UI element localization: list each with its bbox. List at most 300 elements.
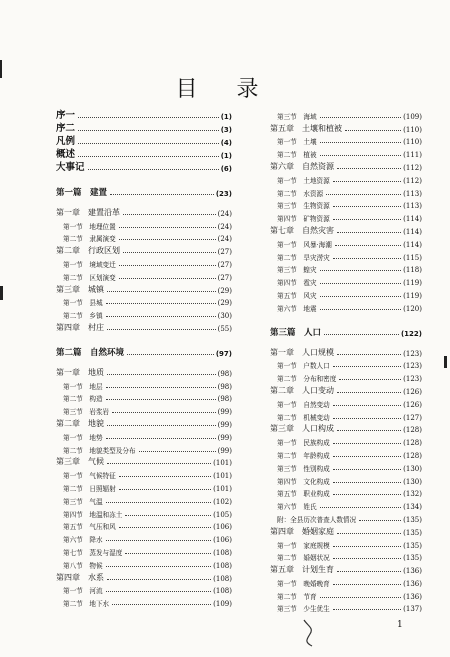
toc-section-entry xyxy=(270,262,422,275)
leader-dots xyxy=(125,553,211,554)
toc-left-column xyxy=(56,108,232,608)
leader-dots xyxy=(320,296,402,297)
toc-section-entry xyxy=(270,134,422,147)
leader-dots xyxy=(125,515,211,516)
leader-dots xyxy=(320,142,402,143)
toc-page-number: (106) xyxy=(213,536,232,545)
toc-section-entry xyxy=(56,429,232,442)
toc-page-number: (130) xyxy=(403,477,422,486)
toc-page-number: (4) xyxy=(220,139,232,147)
toc-section-entry xyxy=(56,256,232,269)
toc-chapter-entry xyxy=(270,562,422,575)
leader-dots xyxy=(333,181,401,182)
toc-page-number: (135) xyxy=(403,528,422,537)
toc-entry-title: 第三节 性别构成 xyxy=(277,464,330,473)
leader-dots xyxy=(333,456,401,457)
toc-page-number: (98) xyxy=(217,382,232,391)
toc-page-number: (6) xyxy=(220,165,232,173)
toc-page-number: (108) xyxy=(213,548,232,557)
toc-page-number: (112) xyxy=(403,176,422,185)
toc-entry-title: 第一节 地层 xyxy=(63,382,103,391)
leader-dots xyxy=(326,194,401,195)
toc-section-entry xyxy=(270,198,422,211)
pen-mark xyxy=(300,618,324,648)
leader-dots xyxy=(107,329,216,330)
leader-dots xyxy=(119,278,216,279)
scan-edge-mark xyxy=(0,286,3,300)
toc-entry-title: 凡例 xyxy=(56,136,76,147)
leader-dots xyxy=(106,540,212,541)
toc-section-entry xyxy=(56,557,232,570)
toc-page-number: (101) xyxy=(213,484,232,493)
toc-chapter-entry xyxy=(270,121,422,134)
toc-chapter-entry xyxy=(56,282,232,295)
toc-page-number: (114) xyxy=(403,227,422,236)
toc-section-entry xyxy=(270,370,422,383)
toc-page-number: (23) xyxy=(215,190,232,198)
leader-dots xyxy=(139,451,216,452)
leader-dots xyxy=(320,270,402,271)
leader-dots xyxy=(123,252,216,253)
toc-part-entry xyxy=(56,340,232,358)
leader-dots xyxy=(333,609,401,610)
toc-entry-title: 第七章 自然灾害 xyxy=(270,225,334,235)
toc-page-number: (127) xyxy=(403,413,422,422)
leader-dots xyxy=(112,604,211,605)
toc-gap xyxy=(270,313,422,320)
toc-section-entry xyxy=(270,287,422,300)
toc-chapter-entry xyxy=(270,159,422,172)
leader-dots xyxy=(119,489,211,490)
leader-dots xyxy=(333,558,401,559)
toc-page-number: (128) xyxy=(403,439,422,448)
toc-entry-title: 第一章 人口规模 xyxy=(270,347,334,357)
leader-dots xyxy=(333,405,401,406)
toc-entry-title: 第一节 河流 xyxy=(63,587,103,596)
toc-part-entry xyxy=(270,320,422,338)
toc-page-number: (123) xyxy=(403,349,422,358)
leader-dots xyxy=(337,533,401,534)
leader-dots xyxy=(107,463,211,464)
toc-entry-title: 第五节 风灾 xyxy=(277,291,317,300)
toc-page-number: (99) xyxy=(217,433,232,442)
toc-page-number: (110) xyxy=(403,138,422,147)
leader-dots xyxy=(337,168,401,169)
toc-entry-title: 第六章 自然资源 xyxy=(270,161,334,171)
toc-page-number: (27) xyxy=(217,248,232,257)
toc-section-entry xyxy=(56,218,232,231)
toc-entry-title: 第三节 海域 xyxy=(277,112,317,121)
toc-section-entry xyxy=(270,249,422,262)
leader-dots xyxy=(78,156,219,157)
toc-page-number: (130) xyxy=(403,464,422,473)
toc-chapter-entry xyxy=(270,223,422,236)
toc-page-number: (99) xyxy=(217,420,232,429)
leader-dots xyxy=(107,291,216,292)
leader-dots xyxy=(320,309,402,310)
leader-dots xyxy=(333,258,401,259)
toc-page-number: (29) xyxy=(217,286,232,295)
toc-page-number: (98) xyxy=(217,395,232,404)
leader-dots xyxy=(88,169,219,170)
leader-dots xyxy=(106,438,216,439)
toc-page-number: (55) xyxy=(217,324,232,333)
toc-entry-title: 第六节 姓氏 xyxy=(277,503,317,512)
toc-page-number: (126) xyxy=(403,400,422,409)
leader-dots xyxy=(127,354,214,355)
toc-page-number: (119) xyxy=(403,291,422,300)
toc-section-entry xyxy=(56,307,232,320)
toc-page-number: (27) xyxy=(217,273,232,282)
leader-dots xyxy=(106,303,216,304)
toc-entry-title: 第一节 晚婚晚育 xyxy=(277,579,330,588)
toc-entry-title: 第二篇 自然环境 xyxy=(56,347,125,358)
toc-section-entry xyxy=(56,595,232,608)
leader-dots xyxy=(119,527,211,528)
toc-entry-title: 第二节 植被 xyxy=(277,151,317,160)
toc-page-number: (29) xyxy=(217,299,232,308)
toc-entry-title: 第二节 分布和密度 xyxy=(277,375,337,384)
leader-dots xyxy=(112,412,215,413)
toc-page-number: (1) xyxy=(220,152,232,160)
toc-page-number: (134) xyxy=(403,503,422,512)
leader-dots xyxy=(106,502,212,503)
toc-entry-title: 第三节 岩浆岩 xyxy=(63,408,110,417)
toc-chapter-entry xyxy=(56,243,232,256)
toc-page-number: (113) xyxy=(403,189,422,198)
leader-dots xyxy=(106,566,212,567)
leader-dots xyxy=(106,399,216,400)
toc-section-entry xyxy=(270,588,422,601)
toc-section-entry xyxy=(270,601,422,614)
toc-entry-title: 第一章 地质 xyxy=(56,367,104,377)
toc-section-entry xyxy=(270,537,422,550)
leader-dots xyxy=(119,476,211,477)
toc-gap xyxy=(56,333,232,340)
leader-dots xyxy=(123,214,216,215)
page-number: 1 xyxy=(397,620,403,630)
toc-page-number: (135) xyxy=(403,554,422,563)
toc-entry-title: 第四章 村庄 xyxy=(56,322,104,332)
leader-dots xyxy=(333,206,401,207)
toc-section-entry xyxy=(270,274,422,287)
toc-entry-title: 第三章 城镇 xyxy=(56,284,104,294)
toc-page-number: (101) xyxy=(213,472,232,481)
toc-entry-title: 第一节 地势 xyxy=(63,433,103,442)
leader-dots xyxy=(324,334,399,335)
toc-page-number: (99) xyxy=(217,446,232,455)
toc-chapter-entry xyxy=(270,383,422,396)
toc-page-number: (105) xyxy=(213,510,232,519)
toc-front-entry xyxy=(56,108,232,121)
toc-entry-title: 第四节 地温和冻土 xyxy=(63,510,123,519)
toc-entry-title: 第三节 气温 xyxy=(63,497,103,506)
toc-page-number: (108) xyxy=(213,574,232,583)
leader-dots xyxy=(320,507,402,508)
toc-entry-title: 第一节 风暴·海潮 xyxy=(277,240,332,249)
leader-dots xyxy=(107,579,211,580)
leader-dots xyxy=(337,571,401,572)
toc-section-entry xyxy=(270,575,422,588)
toc-entry-title: 第一节 地理位置 xyxy=(63,222,116,231)
leader-dots xyxy=(78,130,219,131)
toc-page-number: (115) xyxy=(403,253,422,262)
toc-entry-title: 第二章 人口变动 xyxy=(270,385,334,395)
leader-dots xyxy=(335,245,401,246)
toc-entry-title: 第一节 民族构成 xyxy=(277,439,330,448)
toc-entry-title: 第一节 境域变迁 xyxy=(63,260,116,269)
toc-page-number: (109) xyxy=(403,112,422,121)
leader-dots xyxy=(333,494,401,495)
toc-section-entry xyxy=(270,358,422,371)
toc-entry-title: 第一篇 建置 xyxy=(56,188,108,198)
toc-front-entry xyxy=(56,147,232,160)
toc-chapter-entry xyxy=(56,570,232,583)
toc-page-number: (128) xyxy=(403,451,422,460)
leader-dots xyxy=(119,239,216,240)
toc-section-entry xyxy=(56,442,232,455)
toc-page-number: (109) xyxy=(213,600,232,609)
toc-entry-title: 第二章 地貌 xyxy=(56,418,104,428)
toc-page-number: (97) xyxy=(215,349,232,358)
leader-dots xyxy=(337,392,401,393)
toc-page-number: (99) xyxy=(217,408,232,417)
toc-section-entry xyxy=(56,295,232,308)
toc-page-number: (24) xyxy=(217,209,232,218)
leader-dots xyxy=(337,430,401,431)
toc-section-entry xyxy=(56,467,232,480)
leader-dots xyxy=(339,379,401,380)
toc-entry-title: 第三节 少生优生 xyxy=(277,605,330,614)
toc-page-number: (136) xyxy=(403,579,422,588)
toc-section-entry xyxy=(270,550,422,563)
leader-dots xyxy=(78,117,219,118)
toc-page-number: (118) xyxy=(403,266,422,275)
leader-dots xyxy=(333,482,401,483)
toc-entry-title: 第二节 婚姻状况 xyxy=(277,554,330,563)
toc-page-number: (114) xyxy=(403,240,422,249)
toc-chapter-entry xyxy=(56,365,232,378)
toc-section-entry xyxy=(56,269,232,282)
toc-entry-title: 第五章 计划生育 xyxy=(270,565,334,575)
leader-dots xyxy=(320,597,402,598)
toc-section-entry xyxy=(56,583,232,596)
toc-section-entry xyxy=(270,460,422,473)
toc-page-number: (1) xyxy=(220,113,232,121)
toc-entry-title: 第二节 旱灾涝灾 xyxy=(277,253,330,262)
toc-page-number: (126) xyxy=(403,387,422,396)
toc-section-entry xyxy=(56,403,232,416)
toc-chapter-entry xyxy=(56,320,232,333)
toc-page-number: (136) xyxy=(403,592,422,601)
toc-section-entry xyxy=(56,391,232,404)
leader-dots xyxy=(320,155,402,156)
toc-entry-title: 第一章 建置沿革 xyxy=(56,207,120,217)
toc-page-number: (123) xyxy=(403,375,422,384)
toc-chapter-entry xyxy=(270,345,422,358)
toc-entry-title: 第四章 婚姻家庭 xyxy=(270,526,334,536)
toc-page-number: (132) xyxy=(403,490,422,499)
toc-entry-title: 第四章 水系 xyxy=(56,572,104,582)
toc-entry-title: 第二节 地貌类型及分布 xyxy=(63,446,136,455)
toc-chapter-entry xyxy=(56,455,232,468)
toc-entry-title: 第一节 土地资源 xyxy=(277,176,330,185)
leader-dots xyxy=(78,143,219,144)
toc-gap xyxy=(56,173,232,180)
toc-section-entry xyxy=(270,434,422,447)
leader-dots xyxy=(345,130,401,131)
toc-section-entry xyxy=(270,210,422,223)
toc-section-entry xyxy=(56,493,232,506)
leader-dots xyxy=(333,219,401,220)
toc-entry-title: 第一节 县城 xyxy=(63,299,103,308)
toc-chapter-entry xyxy=(56,416,232,429)
leader-dots xyxy=(333,469,401,470)
toc-section-entry xyxy=(270,409,422,422)
leader-dots xyxy=(333,418,401,419)
toc-entry-title: 第五节 气压和风 xyxy=(63,523,116,532)
leader-dots xyxy=(333,584,401,585)
toc-entry-title: 第二节 节育 xyxy=(277,592,317,601)
toc-entry-title: 第一节 户数人口 xyxy=(277,362,330,371)
toc-page-number: (106) xyxy=(213,523,232,532)
toc-entry-title: 大事记 xyxy=(56,162,85,173)
toc-page-number: (111) xyxy=(403,151,422,160)
toc-note-entry xyxy=(270,511,422,524)
toc-part-entry xyxy=(56,180,232,198)
toc-page-number: (122) xyxy=(400,329,422,338)
leader-dots xyxy=(359,520,401,521)
toc-entry-title: 第六节 地震 xyxy=(277,304,317,313)
toc-entry-title: 第二节 日照辐射 xyxy=(63,484,116,493)
toc-entry-title: 第三章 气候 xyxy=(56,457,104,467)
toc-section-entry xyxy=(270,146,422,159)
toc-gap xyxy=(270,338,422,345)
toc-entry-title: 第二节 乡镇 xyxy=(63,312,103,321)
leader-dots xyxy=(106,316,216,317)
toc-entry-title: 第二节 区划演变 xyxy=(63,273,116,282)
toc-page-number: (135) xyxy=(403,515,422,524)
leader-dots xyxy=(337,232,401,233)
toc-page-number: (137) xyxy=(403,605,422,614)
toc-entry-title: 第一节 土壤 xyxy=(277,138,317,147)
toc-page-number: (128) xyxy=(403,426,422,435)
toc-page-number: (3) xyxy=(220,126,232,134)
toc-gap xyxy=(56,198,232,205)
toc-section-entry xyxy=(56,519,232,532)
leader-dots xyxy=(107,425,216,426)
toc-entry-title: 第七节 蒸发与湿度 xyxy=(63,548,123,557)
toc-entry-title: 第二节 地下水 xyxy=(63,600,110,609)
scan-edge-mark xyxy=(444,356,447,368)
toc-gap xyxy=(56,358,232,365)
toc-entry-title: 第一节 家庭规模 xyxy=(277,541,330,550)
toc-entry-title: 第一节 气候特征 xyxy=(63,472,116,481)
leader-dots xyxy=(107,374,216,375)
toc-section-entry xyxy=(270,172,422,185)
toc-front-entry xyxy=(56,121,232,134)
scan-edge-mark xyxy=(0,60,2,78)
toc-section-entry xyxy=(56,531,232,544)
toc-page-number: (123) xyxy=(403,362,422,371)
leader-dots xyxy=(110,194,214,195)
toc-front-entry xyxy=(56,160,232,173)
toc-entry-title: 第二章 行政区划 xyxy=(56,246,120,256)
toc-page-number: (98) xyxy=(217,369,232,378)
toc-entry-title: 概述 xyxy=(56,149,76,160)
toc-entry-title: 序一 xyxy=(56,110,76,121)
toc-section-entry xyxy=(270,486,422,499)
toc-section-entry xyxy=(270,236,422,249)
toc-page-number: (135) xyxy=(403,541,422,550)
toc-entry-title: 第二节 水资源 xyxy=(277,189,324,198)
toc-page-number: (114) xyxy=(403,215,422,224)
toc-section-entry xyxy=(56,506,232,519)
toc-page-number: (108) xyxy=(213,561,232,570)
toc-section-entry xyxy=(270,300,422,313)
toc-section-entry xyxy=(270,185,422,198)
toc-section-entry xyxy=(270,447,422,460)
toc-page-number: (24) xyxy=(217,235,232,244)
leader-dots xyxy=(320,283,402,284)
toc-entry-title: 第八节 物候 xyxy=(63,561,103,570)
toc-section-entry xyxy=(56,231,232,244)
toc-section-entry xyxy=(270,498,422,511)
toc-entry-title: 序二 xyxy=(56,123,76,134)
leader-dots xyxy=(106,591,212,592)
toc-entry-title: 第五节 职业构成 xyxy=(277,490,330,499)
toc-entry-title: 第二节 隶属演变 xyxy=(63,235,116,244)
toc-entry-title: 第六节 降水 xyxy=(63,536,103,545)
toc-page-number: (113) xyxy=(403,202,422,211)
toc-entry-title: 第四节 雹灾 xyxy=(277,279,317,288)
toc-page-number: (120) xyxy=(403,304,422,313)
toc-page-number: (108) xyxy=(213,587,232,596)
leader-dots xyxy=(320,117,402,118)
toc-entry-title: 第三节 蝗灾 xyxy=(277,266,317,275)
leader-dots xyxy=(337,354,401,355)
toc-section-entry xyxy=(56,480,232,493)
leader-dots xyxy=(106,387,216,388)
toc-section-entry xyxy=(270,108,422,121)
toc-entry-title: 第三节 生物资源 xyxy=(277,202,330,211)
toc-page-number: (136) xyxy=(403,567,422,576)
toc-page-number: (119) xyxy=(403,279,422,288)
leader-dots xyxy=(119,265,216,266)
toc-entry-title: 第四节 文化构成 xyxy=(277,477,330,486)
toc-entry-title: 附：全县历次普查人数情况 xyxy=(277,515,357,524)
toc-page-number: (110) xyxy=(403,125,422,134)
page-title: 目 录 xyxy=(175,77,275,102)
toc-chapter-entry xyxy=(270,524,422,537)
toc-section-entry xyxy=(56,544,232,557)
toc-chapter-entry xyxy=(56,205,232,218)
toc-front-entry xyxy=(56,134,232,147)
leader-dots xyxy=(119,227,216,228)
toc-page-number: (112) xyxy=(403,163,422,172)
toc-entry-title: 第二节 年龄构成 xyxy=(277,451,330,460)
toc-entry-title: 第二节 机械变动 xyxy=(277,413,330,422)
toc-page-number: (30) xyxy=(217,312,232,321)
toc-section-entry xyxy=(270,396,422,409)
toc-entry-title: 第一节 自然变动 xyxy=(277,400,330,409)
toc-chapter-entry xyxy=(270,422,422,435)
toc-page-number: (24) xyxy=(217,222,232,231)
toc-section-entry xyxy=(56,378,232,391)
toc-entry-title: 第四节 矿物资源 xyxy=(277,215,330,224)
toc-page-number: (27) xyxy=(217,260,232,269)
leader-dots xyxy=(333,443,401,444)
